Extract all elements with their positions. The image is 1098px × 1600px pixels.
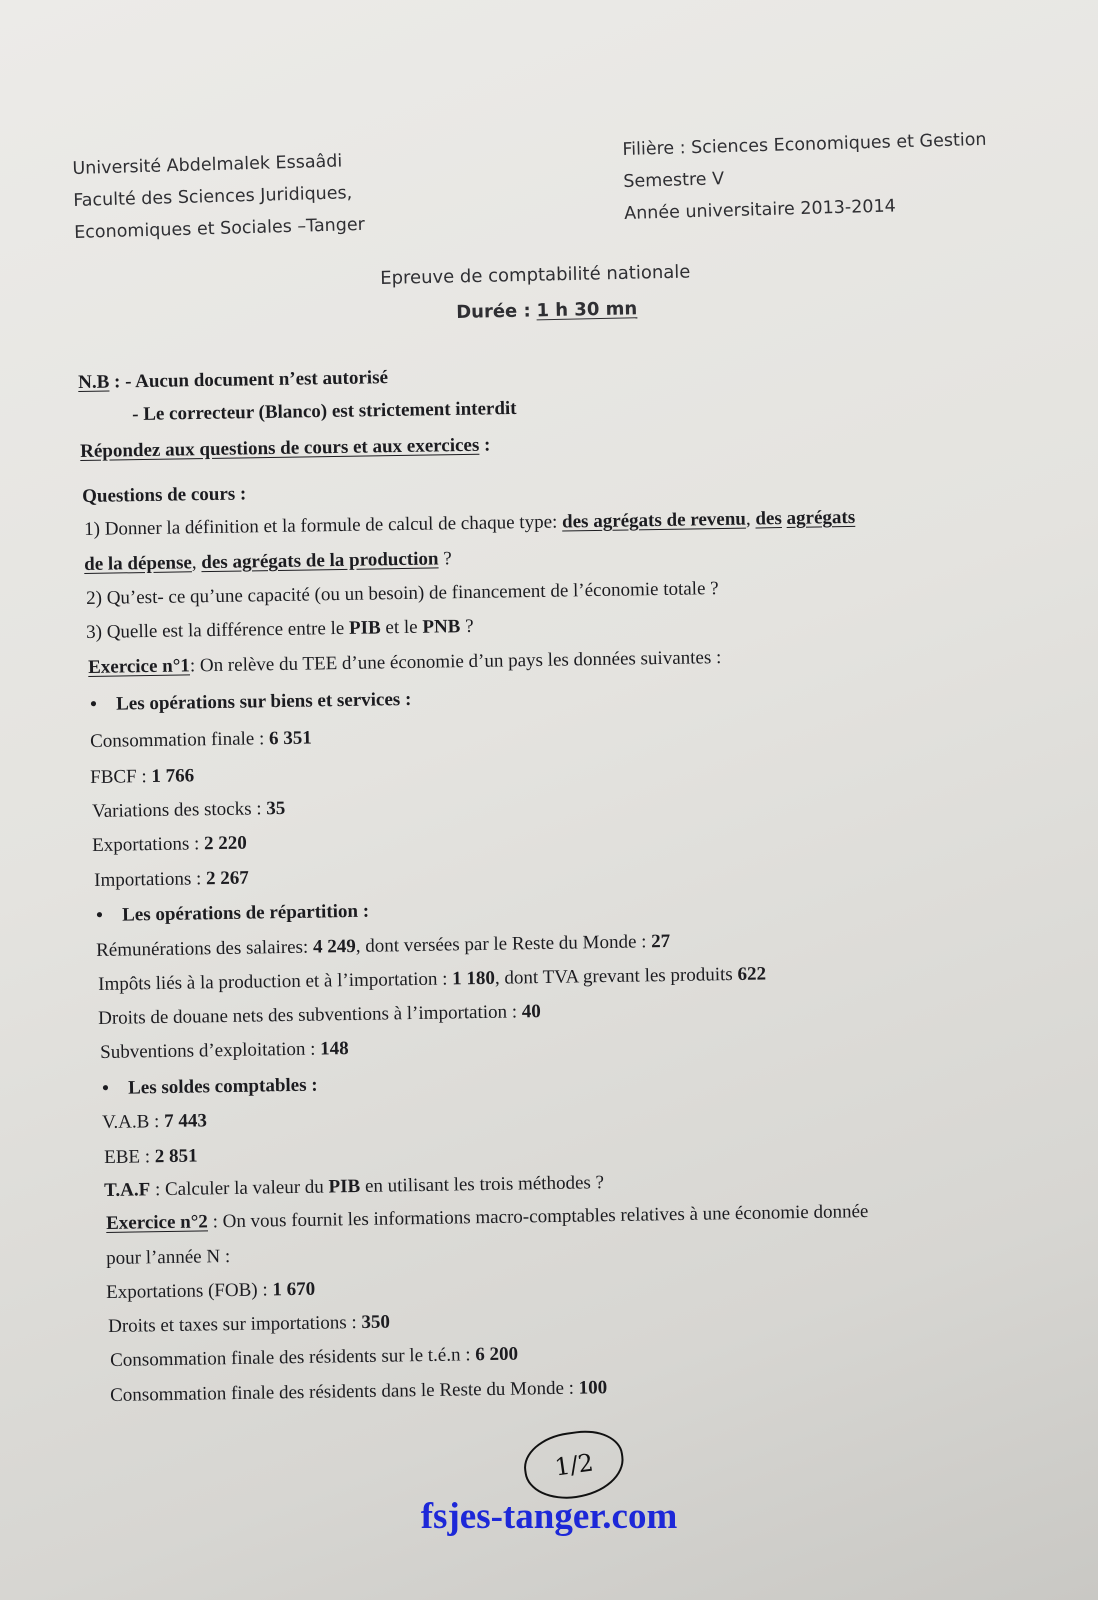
exam-line-text: Questions de cours : [82, 483, 247, 507]
exam-line [98, 964, 766, 996]
exam-line [132, 398, 517, 426]
exam-line [90, 689, 411, 716]
program-block [622, 124, 989, 230]
exam-line-text: de la dépense [84, 552, 193, 575]
exam-line-text: 2 267 [205, 867, 249, 890]
exam-line-text: Rémunérations des salaires: [96, 936, 314, 961]
exam-line-text: Répondez aux questions de cours et aux exercices [80, 434, 480, 462]
exam-line [84, 548, 452, 576]
exam-line [98, 1001, 541, 1030]
exam-line [78, 367, 388, 394]
exam-line-text: Exercice n°1 [88, 655, 191, 678]
exam-title: Epreuve de comptabilité nationale [380, 261, 691, 289]
exam-line-text: ? [438, 548, 452, 570]
exam-line [88, 647, 721, 679]
exam-line-text: des agrégats de revenu [561, 508, 747, 533]
exam-line-text: FBCF : [90, 766, 152, 788]
exam-line-text: agrégats [786, 506, 856, 529]
exam-line [106, 1201, 869, 1235]
exam-line-text: Exportations (FOB) : [106, 1279, 273, 1303]
exam-line-text: V.A.B : [102, 1111, 165, 1133]
exam-line [90, 765, 194, 789]
exam-line-text: des agrégats de la production [201, 548, 439, 574]
exam-line-text: • Les opérations de répartition : [96, 901, 369, 926]
exam-line-text: : [479, 434, 491, 456]
exam-line-text: 1 766 [151, 765, 195, 788]
exam-line-text: 1) Donner la définition et la formule de calcul de chaque type: [84, 511, 563, 540]
exam-line-text: Consommation finale : [90, 728, 270, 752]
exam-line [86, 578, 719, 610]
exam-line-text: PIB [328, 1175, 361, 1198]
exam-line-text: Exportations : [92, 833, 205, 856]
exam-line-text: 3) Quelle est la différence entre le [86, 617, 350, 643]
exam-line-text: : - Aucun document n’est autorisé [109, 367, 389, 393]
exam-line-text: 1 670 [272, 1278, 316, 1301]
exam-line-text: 4 249 [312, 935, 356, 958]
exam-line-text: Consommation finale des résidents dans le Reste du Monde : [110, 1377, 579, 1406]
exam-line [90, 728, 312, 753]
faculty-name-cont: Economiques et Sociales –Tanger [73, 214, 366, 243]
exam-line-text: 6 351 [268, 727, 312, 750]
exam-line-text: , dont versées par le Reste du Monde : [355, 931, 652, 957]
exam-line-text: 148 [320, 1038, 349, 1060]
exam-line [102, 1110, 207, 1134]
exam-line-text: 6 200 [475, 1343, 519, 1366]
institution-block [72, 145, 365, 249]
exam-line-text: Droits et taxes sur importations : [108, 1312, 362, 1337]
exam-line [94, 868, 249, 892]
exam-line-text: • Les soldes comptables : [102, 1075, 318, 1099]
exam-line-text: Subventions d’exploitation : [100, 1038, 321, 1063]
exam-line-text: ? [460, 615, 474, 638]
exam-line-text: , [745, 508, 756, 530]
exam-line-text: 622 [737, 963, 767, 985]
exam-line-text: 35 [266, 797, 286, 820]
exam-line-text: Importations : [94, 868, 207, 891]
exam-line [96, 931, 670, 962]
exam-line-text: , dont TVA grevant les produits [494, 963, 738, 989]
exam-line-text: 2) Qu’est- ce qu’une capacité (ou un besoin) de financement de l’économie totale ? [86, 578, 719, 609]
exam-line-text: 7 443 [163, 1110, 208, 1133]
exam-line-text: 2 220 [203, 832, 247, 855]
exam-line [92, 833, 247, 857]
page-number-mark: 1/2 [520, 1425, 628, 1504]
exam-line-text: T.A.F [104, 1179, 151, 1201]
exam-line-text: Droits de douane nets des subventions à l’importation : [98, 1001, 523, 1029]
university-name: Université Abdelmalek Essaâdi [72, 151, 343, 179]
academic-year: Année universitaire 2013-2014 [623, 196, 896, 224]
exam-line-text: 27 [651, 930, 671, 953]
exam-line [82, 483, 246, 508]
exam-line-text: PNB [422, 616, 461, 638]
exam-line [104, 1172, 604, 1202]
exam-line-text: : Calculer la valeur du [150, 1176, 329, 1201]
exam-line [92, 798, 285, 823]
exam-line [80, 435, 491, 463]
exam-line [86, 616, 474, 644]
program-name: Filière : Sciences Economiques et Gestion [622, 129, 987, 160]
exam-line-text: et le [380, 616, 423, 639]
exam-line [104, 1146, 198, 1169]
exam-line-text: des [755, 508, 782, 530]
exam-line [106, 1279, 315, 1304]
exam-line-text: 1 180 [452, 967, 496, 990]
exam-line-text: : On vous fournit les informations macro-comptables relatives à une économie donnée [207, 1201, 869, 1233]
exam-line-text: 40 [521, 1001, 542, 1023]
exam-line [110, 1377, 607, 1407]
semester: Semestre V [623, 169, 725, 192]
exam-line [108, 1312, 390, 1338]
exam-line [100, 1038, 349, 1064]
exam-line-text: 350 [361, 1311, 391, 1334]
exam-line-text: - Le correcteur (Blanco) est strictement interdit [132, 397, 517, 425]
exam-line [110, 1344, 518, 1372]
exam-line [102, 1075, 318, 1100]
exam-line-text: Exercice n°2 [106, 1211, 209, 1234]
exam-line-text: : On relève du TEE d’une économie d’un pays les données suivantes : [189, 647, 722, 677]
exam-line-text: EBE : [104, 1146, 155, 1168]
duration-value: 1 h 30 mn [536, 298, 638, 322]
exam-line-text: 100 [578, 1377, 608, 1399]
exam-line [96, 901, 369, 927]
exam-line-text: , [191, 552, 202, 574]
exam-line-text: en utilisant les trois méthodes ? [360, 1172, 605, 1197]
exam-line-text: Variations des stocks : [92, 798, 267, 822]
duration-label: Durée : [456, 300, 531, 323]
exam-line-text: PIB [348, 617, 381, 639]
exam-line-text: N.B [78, 371, 110, 393]
exam-line-text: • Les opérations sur biens et services : [90, 689, 411, 715]
faculty-name: Faculté des Sciences Juridiques, [73, 183, 353, 211]
exam-line-text: Consommation finale des résidents sur le t.é.n : [110, 1344, 476, 1371]
site-watermark: fsjes-tanger.com [420, 1496, 678, 1537]
exam-line [106, 1246, 230, 1270]
exam-line [84, 507, 855, 541]
exam-line-text: pour l’année N : [106, 1246, 231, 1269]
exam-duration [456, 298, 637, 323]
exam-line-text: 2 851 [154, 1145, 198, 1168]
exam-line-text: Impôts liés à la production et à l’importation : [98, 968, 453, 995]
